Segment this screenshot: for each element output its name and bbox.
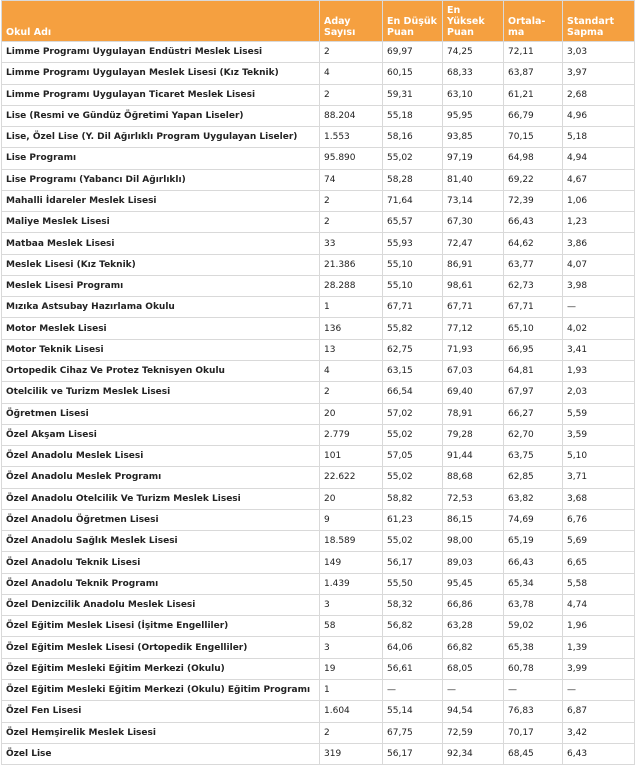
std-dev-cell: 1,96 — [563, 616, 635, 637]
max-score-cell: 63,28 — [443, 616, 504, 637]
average-cell: 65,34 — [504, 573, 563, 594]
table-row — [2, 701, 635, 722]
header-std-dev: Standart Sapma — [563, 1, 635, 42]
school-name-cell: Mahalli İdareler Meslek Lisesi — [2, 190, 320, 211]
std-dev-cell: 3,41 — [563, 339, 635, 360]
school-name-cell: Lise, Özel Lise (Y. Dil Ağırlıklı Program Uygulayan Liseler) — [2, 127, 320, 148]
table-row — [2, 318, 635, 339]
min-score-cell: 58,28 — [383, 169, 443, 190]
table-row — [2, 403, 635, 424]
candidate-count-cell: 2 — [320, 212, 383, 233]
std-dev-cell: 1,39 — [563, 637, 635, 658]
average-cell: 72,11 — [504, 42, 563, 63]
table-row — [2, 233, 635, 254]
min-score-cell: 57,05 — [383, 446, 443, 467]
candidate-count-cell: 33 — [320, 233, 383, 254]
std-dev-cell: 3,59 — [563, 424, 635, 445]
table-row — [2, 297, 635, 318]
min-score-cell: 55,02 — [383, 424, 443, 445]
school-name-cell: Özel Hemşirelik Meslek Lisesi — [2, 722, 320, 743]
table-row — [2, 488, 635, 509]
school-name-cell: Özel Lise — [2, 743, 320, 764]
max-score-cell: 72,59 — [443, 722, 504, 743]
school-name-cell: Motor Teknik Lisesi — [2, 339, 320, 360]
table-row — [2, 552, 635, 573]
candidate-count-cell: 18.589 — [320, 531, 383, 552]
average-cell: 67,71 — [504, 297, 563, 318]
std-dev-cell: 3,98 — [563, 275, 635, 296]
min-score-cell: 61,23 — [383, 509, 443, 530]
table-body — [2, 42, 635, 765]
std-dev-cell: 4,74 — [563, 594, 635, 615]
min-score-cell: 67,75 — [383, 722, 443, 743]
std-dev-cell: 3,03 — [563, 42, 635, 63]
max-score-cell: 66,86 — [443, 594, 504, 615]
school-name-cell: Limme Programı Uygulayan Meslek Lisesi (Kız Teknik) — [2, 63, 320, 84]
candidate-count-cell: 4 — [320, 63, 383, 84]
std-dev-cell: 5,18 — [563, 127, 635, 148]
average-cell: 63,77 — [504, 254, 563, 275]
max-score-cell: 91,44 — [443, 446, 504, 467]
average-cell: 62,73 — [504, 275, 563, 296]
school-name-cell: Özel Anadolu Teknik Lisesi — [2, 552, 320, 573]
school-name-cell: Mızıka Astsubay Hazırlama Okulu — [2, 297, 320, 318]
candidate-count-cell: 2.779 — [320, 424, 383, 445]
candidate-count-cell: 319 — [320, 743, 383, 764]
average-cell: 62,85 — [504, 467, 563, 488]
table-row — [2, 275, 635, 296]
candidate-count-cell: 74 — [320, 169, 383, 190]
candidate-count-cell: 3 — [320, 637, 383, 658]
min-score-cell: 55,10 — [383, 275, 443, 296]
table-header — [2, 1, 635, 42]
average-cell: 69,22 — [504, 169, 563, 190]
header-school-name: Okul Adı — [2, 1, 320, 42]
school-name-cell: Meslek Lisesi (Kız Teknik) — [2, 254, 320, 275]
min-score-cell: 71,64 — [383, 190, 443, 211]
std-dev-cell: 5,69 — [563, 531, 635, 552]
candidate-count-cell: 3 — [320, 594, 383, 615]
school-name-cell: Özel Anadolu Meslek Programı — [2, 467, 320, 488]
min-score-cell: 55,93 — [383, 233, 443, 254]
min-score-cell: 55,14 — [383, 701, 443, 722]
min-score-cell: 55,02 — [383, 467, 443, 488]
std-dev-cell: 2,68 — [563, 84, 635, 105]
average-cell: 61,21 — [504, 84, 563, 105]
school-name-cell: Limme Programı Uygulayan Ticaret Meslek Lisesi — [2, 84, 320, 105]
table-row — [2, 339, 635, 360]
min-score-cell: 67,71 — [383, 297, 443, 318]
std-dev-cell: 3,71 — [563, 467, 635, 488]
max-score-cell: 67,30 — [443, 212, 504, 233]
std-dev-cell: 4,02 — [563, 318, 635, 339]
std-dev-cell: 5,58 — [563, 573, 635, 594]
table-row — [2, 254, 635, 275]
std-dev-cell: 6,87 — [563, 701, 635, 722]
school-name-cell: Motor Meslek Lisesi — [2, 318, 320, 339]
max-score-cell: 95,95 — [443, 105, 504, 126]
std-dev-cell: 1,93 — [563, 360, 635, 381]
max-score-cell: 74,25 — [443, 42, 504, 63]
header-min-score: En Düşük Puan — [383, 1, 443, 42]
max-score-cell: 63,10 — [443, 84, 504, 105]
max-score-cell: 98,61 — [443, 275, 504, 296]
max-score-cell: 67,71 — [443, 297, 504, 318]
table-row — [2, 658, 635, 679]
min-score-cell: 64,06 — [383, 637, 443, 658]
candidate-count-cell: 1.439 — [320, 573, 383, 594]
school-name-cell: Özel Anadolu Otelcilik Ve Turizm Meslek Lisesi — [2, 488, 320, 509]
max-score-cell: 72,47 — [443, 233, 504, 254]
school-name-cell: Özel Anadolu Öğretmen Lisesi — [2, 509, 320, 530]
average-cell: 59,02 — [504, 616, 563, 637]
std-dev-cell: 3,97 — [563, 63, 635, 84]
average-cell: 66,95 — [504, 339, 563, 360]
header-average: Ortala-ma — [504, 1, 563, 42]
school-name-cell: Öğretmen Lisesi — [2, 403, 320, 424]
table-row — [2, 169, 635, 190]
table-row — [2, 105, 635, 126]
table-row — [2, 84, 635, 105]
max-score-cell: 73,14 — [443, 190, 504, 211]
std-dev-cell: — — [563, 679, 635, 700]
table-row — [2, 212, 635, 233]
table-row — [2, 446, 635, 467]
school-name-cell: Özel Eğitim Mesleki Eğitim Merkezi (Okulu) Eğitim Programı — [2, 679, 320, 700]
table-row — [2, 679, 635, 700]
average-cell: 63,87 — [504, 63, 563, 84]
average-cell: 68,45 — [504, 743, 563, 764]
candidate-count-cell: 21.386 — [320, 254, 383, 275]
candidate-count-cell: 20 — [320, 488, 383, 509]
table-row — [2, 63, 635, 84]
school-name-cell: Özel Eğitim Mesleki Eğitim Merkezi (Okulu) — [2, 658, 320, 679]
candidate-count-cell: 136 — [320, 318, 383, 339]
min-score-cell: 62,75 — [383, 339, 443, 360]
candidate-count-cell: 1 — [320, 297, 383, 318]
table-row — [2, 424, 635, 445]
max-score-cell: 68,33 — [443, 63, 504, 84]
average-cell: 64,81 — [504, 360, 563, 381]
max-score-cell: 98,00 — [443, 531, 504, 552]
school-name-cell: Lise Programı — [2, 148, 320, 169]
std-dev-cell: 3,86 — [563, 233, 635, 254]
max-score-cell: 86,15 — [443, 509, 504, 530]
std-dev-cell: — — [563, 297, 635, 318]
max-score-cell: 71,93 — [443, 339, 504, 360]
average-cell: 63,75 — [504, 446, 563, 467]
school-name-cell: Özel Denizcilik Anadolu Meslek Lisesi — [2, 594, 320, 615]
candidate-count-cell: 1.604 — [320, 701, 383, 722]
std-dev-cell: 1,23 — [563, 212, 635, 233]
std-dev-cell: 4,67 — [563, 169, 635, 190]
std-dev-cell: 2,03 — [563, 382, 635, 403]
candidate-count-cell: 28.288 — [320, 275, 383, 296]
min-score-cell: 55,82 — [383, 318, 443, 339]
school-name-cell: Limme Programı Uygulayan Endüstri Meslek Lisesi — [2, 42, 320, 63]
max-score-cell: 88,68 — [443, 467, 504, 488]
max-score-cell: 68,05 — [443, 658, 504, 679]
std-dev-cell: 4,94 — [563, 148, 635, 169]
school-name-cell: Özel Eğitim Meslek Lisesi (Ortopedik Engelliler) — [2, 637, 320, 658]
min-score-cell: 56,17 — [383, 743, 443, 764]
min-score-cell: — — [383, 679, 443, 700]
min-score-cell: 59,31 — [383, 84, 443, 105]
max-score-cell: 72,53 — [443, 488, 504, 509]
candidate-count-cell: 101 — [320, 446, 383, 467]
table-row — [2, 42, 635, 63]
table-row — [2, 594, 635, 615]
table-row — [2, 531, 635, 552]
school-name-cell: Lise Programı (Yabancı Dil Ağırlıklı) — [2, 169, 320, 190]
average-cell: 65,38 — [504, 637, 563, 658]
std-dev-cell: 6,76 — [563, 509, 635, 530]
average-cell: 66,43 — [504, 552, 563, 573]
min-score-cell: 66,54 — [383, 382, 443, 403]
average-cell: 65,19 — [504, 531, 563, 552]
school-name-cell: Özel Anadolu Sağlık Meslek Lisesi — [2, 531, 320, 552]
std-dev-cell: 4,96 — [563, 105, 635, 126]
candidate-count-cell: 2 — [320, 722, 383, 743]
std-dev-cell: 3,68 — [563, 488, 635, 509]
average-cell: 66,27 — [504, 403, 563, 424]
school-name-cell: Özel Anadolu Teknik Programı — [2, 573, 320, 594]
school-name-cell: Matbaa Meslek Lisesi — [2, 233, 320, 254]
average-cell: 70,17 — [504, 722, 563, 743]
school-name-cell: Ortopedik Cihaz Ve Protez Teknisyen Okulu — [2, 360, 320, 381]
average-cell: 65,10 — [504, 318, 563, 339]
min-score-cell: 60,15 — [383, 63, 443, 84]
average-cell: 74,69 — [504, 509, 563, 530]
std-dev-cell: 5,59 — [563, 403, 635, 424]
max-score-cell: 69,40 — [443, 382, 504, 403]
table-row — [2, 616, 635, 637]
school-name-cell: Otelcilik ve Turizm Meslek Lisesi — [2, 382, 320, 403]
max-score-cell: 97,19 — [443, 148, 504, 169]
min-score-cell: 58,32 — [383, 594, 443, 615]
max-score-cell: 86,91 — [443, 254, 504, 275]
school-name-cell: Özel Eğitim Meslek Lisesi (İşitme Engelliler) — [2, 616, 320, 637]
school-name-cell: Lise (Resmi ve Gündüz Öğretimi Yapan Liseler) — [2, 105, 320, 126]
max-score-cell: 67,03 — [443, 360, 504, 381]
table-row — [2, 148, 635, 169]
candidate-count-cell: 58 — [320, 616, 383, 637]
table-row — [2, 190, 635, 211]
school-name-cell: Özel Anadolu Meslek Lisesi — [2, 446, 320, 467]
candidate-count-cell: 2 — [320, 84, 383, 105]
header-candidate-count: Aday Sayısı — [320, 1, 383, 42]
std-dev-cell: 6,43 — [563, 743, 635, 764]
average-cell: 72,39 — [504, 190, 563, 211]
min-score-cell: 55,50 — [383, 573, 443, 594]
average-cell: 64,98 — [504, 148, 563, 169]
max-score-cell: 94,54 — [443, 701, 504, 722]
average-cell: 67,97 — [504, 382, 563, 403]
min-score-cell: 63,15 — [383, 360, 443, 381]
school-name-cell: Özel Akşam Lisesi — [2, 424, 320, 445]
min-score-cell: 56,61 — [383, 658, 443, 679]
candidate-count-cell: 20 — [320, 403, 383, 424]
table-row — [2, 467, 635, 488]
average-cell: 70,15 — [504, 127, 563, 148]
average-cell: 63,82 — [504, 488, 563, 509]
max-score-cell: 77,12 — [443, 318, 504, 339]
min-score-cell: 58,82 — [383, 488, 443, 509]
candidate-count-cell: 4 — [320, 360, 383, 381]
min-score-cell: 69,97 — [383, 42, 443, 63]
candidate-count-cell: 2 — [320, 42, 383, 63]
max-score-cell: 66,82 — [443, 637, 504, 658]
average-cell: 62,70 — [504, 424, 563, 445]
min-score-cell: 56,17 — [383, 552, 443, 573]
school-name-cell: Özel Fen Lisesi — [2, 701, 320, 722]
candidate-count-cell: 1 — [320, 679, 383, 700]
table-row — [2, 722, 635, 743]
std-dev-cell: 6,65 — [563, 552, 635, 573]
max-score-cell: — — [443, 679, 504, 700]
header-max-score: En Yüksek Puan — [443, 1, 504, 42]
min-score-cell: 57,02 — [383, 403, 443, 424]
min-score-cell: 58,16 — [383, 127, 443, 148]
candidate-count-cell: 1.553 — [320, 127, 383, 148]
average-cell: — — [504, 679, 563, 700]
max-score-cell: 79,28 — [443, 424, 504, 445]
min-score-cell: 55,02 — [383, 148, 443, 169]
max-score-cell: 81,40 — [443, 169, 504, 190]
min-score-cell: 55,02 — [383, 531, 443, 552]
candidate-count-cell: 2 — [320, 190, 383, 211]
std-dev-cell: 3,99 — [563, 658, 635, 679]
min-score-cell: 56,82 — [383, 616, 443, 637]
table-row — [2, 127, 635, 148]
std-dev-cell: 1,06 — [563, 190, 635, 211]
std-dev-cell: 4,07 — [563, 254, 635, 275]
candidate-count-cell: 13 — [320, 339, 383, 360]
max-score-cell: 95,45 — [443, 573, 504, 594]
candidate-count-cell: 19 — [320, 658, 383, 679]
candidate-count-cell: 88.204 — [320, 105, 383, 126]
candidate-count-cell: 2 — [320, 382, 383, 403]
average-cell: 66,79 — [504, 105, 563, 126]
min-score-cell: 55,18 — [383, 105, 443, 126]
table-row — [2, 382, 635, 403]
table-row — [2, 743, 635, 764]
average-cell: 60,78 — [504, 658, 563, 679]
school-name-cell: Meslek Lisesi Programı — [2, 275, 320, 296]
school-scores-table — [1, 0, 635, 765]
average-cell: 64,62 — [504, 233, 563, 254]
table-row — [2, 573, 635, 594]
candidate-count-cell: 22.622 — [320, 467, 383, 488]
std-dev-cell: 5,10 — [563, 446, 635, 467]
table-row — [2, 509, 635, 530]
std-dev-cell: 3,42 — [563, 722, 635, 743]
max-score-cell: 93,85 — [443, 127, 504, 148]
max-score-cell: 92,34 — [443, 743, 504, 764]
table-row — [2, 360, 635, 381]
table-row — [2, 637, 635, 658]
school-name-cell: Maliye Meslek Lisesi — [2, 212, 320, 233]
average-cell: 76,83 — [504, 701, 563, 722]
header-row — [2, 1, 635, 42]
min-score-cell: 65,57 — [383, 212, 443, 233]
average-cell: 66,43 — [504, 212, 563, 233]
min-score-cell: 55,10 — [383, 254, 443, 275]
candidate-count-cell: 95.890 — [320, 148, 383, 169]
max-score-cell: 78,91 — [443, 403, 504, 424]
candidate-count-cell: 149 — [320, 552, 383, 573]
max-score-cell: 89,03 — [443, 552, 504, 573]
average-cell: 63,78 — [504, 594, 563, 615]
candidate-count-cell: 9 — [320, 509, 383, 530]
